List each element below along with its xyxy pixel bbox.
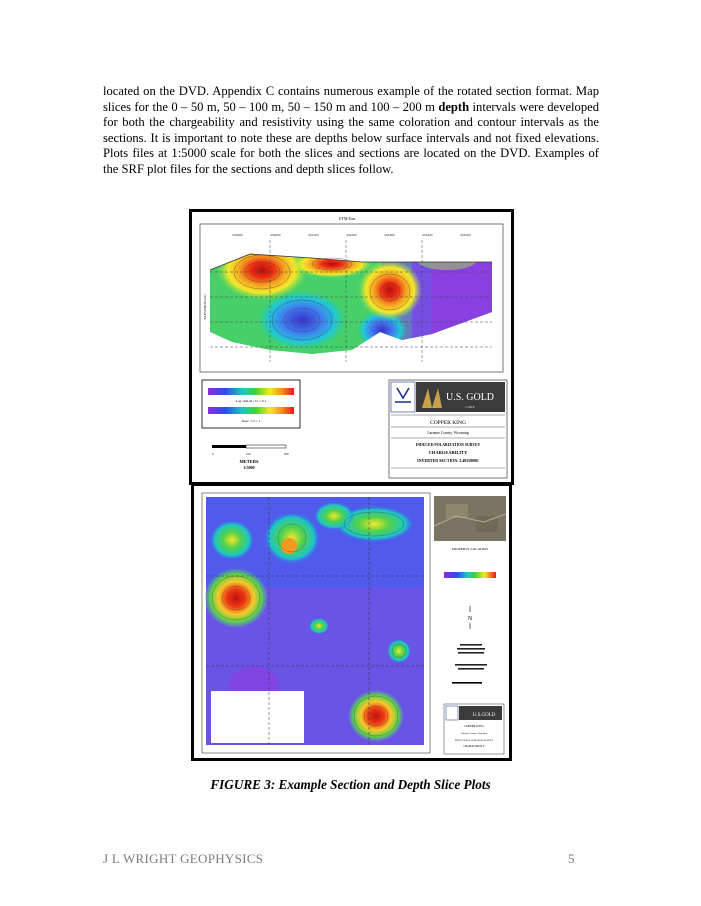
- slice-survey: INDUCED POLARIZATION SURVEY: [454, 739, 494, 742]
- slice-project: COPPER KING: [464, 724, 484, 728]
- body-text-2: intervals were developed for both the chargeability and resistivity using the same coloration and contour intervals as the sections. It is important to note these are depths below surface intervals and not fixed elevations. Plots files at 1:5000 scale for both the slices and sections are located on the DVD. Examples of the SRF plot files for the sections and depth slices follow.: [103, 99, 600, 176]
- section-axis-title: UTM East: [338, 216, 356, 221]
- slice-colormap: [204, 497, 424, 745]
- survey-name: INDUCED POLARIZATION SURVEY: [415, 443, 481, 447]
- tick-4: 454200: [346, 233, 357, 237]
- slice-info-text: [455, 644, 487, 670]
- property-location-label: PROPERTY LOCATION: [452, 547, 488, 551]
- section-name: INVERTED SECTION: L4835800E: [417, 458, 479, 463]
- section-plot-figure: [189, 209, 514, 485]
- slice-usgold-text: U.S.GOLD: [472, 713, 496, 718]
- colorbar-1: [208, 388, 294, 395]
- scale-ratio: 1:5000: [243, 465, 255, 470]
- slice-logo-left: [446, 706, 458, 720]
- scale-tick-0: 0: [212, 452, 214, 456]
- slice-colorbar: [444, 572, 496, 578]
- colorbar-label-1: Log ohm-m / Cl = 0.1: [235, 399, 267, 403]
- slice-parameter: CHARGEABILITY: [463, 745, 485, 748]
- north-arrow-icon: N: [467, 616, 473, 622]
- body-text-bold: depth: [438, 99, 470, 114]
- scale-bar-light: [246, 445, 286, 448]
- section-top-ticks: [232, 233, 471, 237]
- scale-tick-2: 200: [284, 452, 289, 456]
- page-number: 5: [568, 851, 575, 866]
- project-location: Laramie County, Wyoming: [427, 431, 469, 435]
- depth-slice-graphic: [194, 486, 509, 758]
- colorbar-2: [208, 407, 294, 414]
- tick-2: 454000: [270, 233, 281, 237]
- tick-3: 454100: [308, 233, 319, 237]
- tick-1: 453900: [232, 233, 243, 237]
- slice-location: Laramie County, Wyoming: [460, 732, 488, 735]
- body-paragraph: [103, 84, 599, 177]
- parameter-name: CHARGEABILITY: [428, 450, 468, 455]
- figure-caption: FIGURE 3: Example Section and Depth Slice Plots: [210, 777, 491, 792]
- tick-7: 454500: [460, 233, 471, 237]
- section-elevation-label: ELEVATION (m): [203, 294, 207, 320]
- footer-company: J L WRIGHT GEOPHYSICS: [103, 851, 264, 866]
- scale-tick-1: 100: [246, 452, 251, 456]
- tick-5: 454300: [384, 233, 395, 237]
- slice-scale-bar: [452, 682, 482, 684]
- scale-bar-dark: [212, 445, 246, 448]
- tick-6: 454400: [422, 233, 433, 237]
- slice-blank-area: [211, 691, 304, 743]
- section-plot-graphic: [192, 212, 511, 482]
- usgold-subtext: CORP: [465, 405, 475, 409]
- depth-slice-figure: [191, 483, 512, 761]
- colorbar-label-2: msec / Cl = 1: [241, 419, 261, 423]
- body-text-1: located on the DVD. Appendix C contains numerous example of the rotated section format. Map slices for the 0 – 50 m, 50 – 100 m, 50 – 150 m and 100 – 200 m: [103, 84, 599, 114]
- scale-label: METERS: [239, 459, 259, 464]
- project-name: COPPER KING: [430, 420, 466, 426]
- usgold-text: U.S. GOLD: [445, 392, 495, 403]
- section-colormap: [210, 240, 502, 357]
